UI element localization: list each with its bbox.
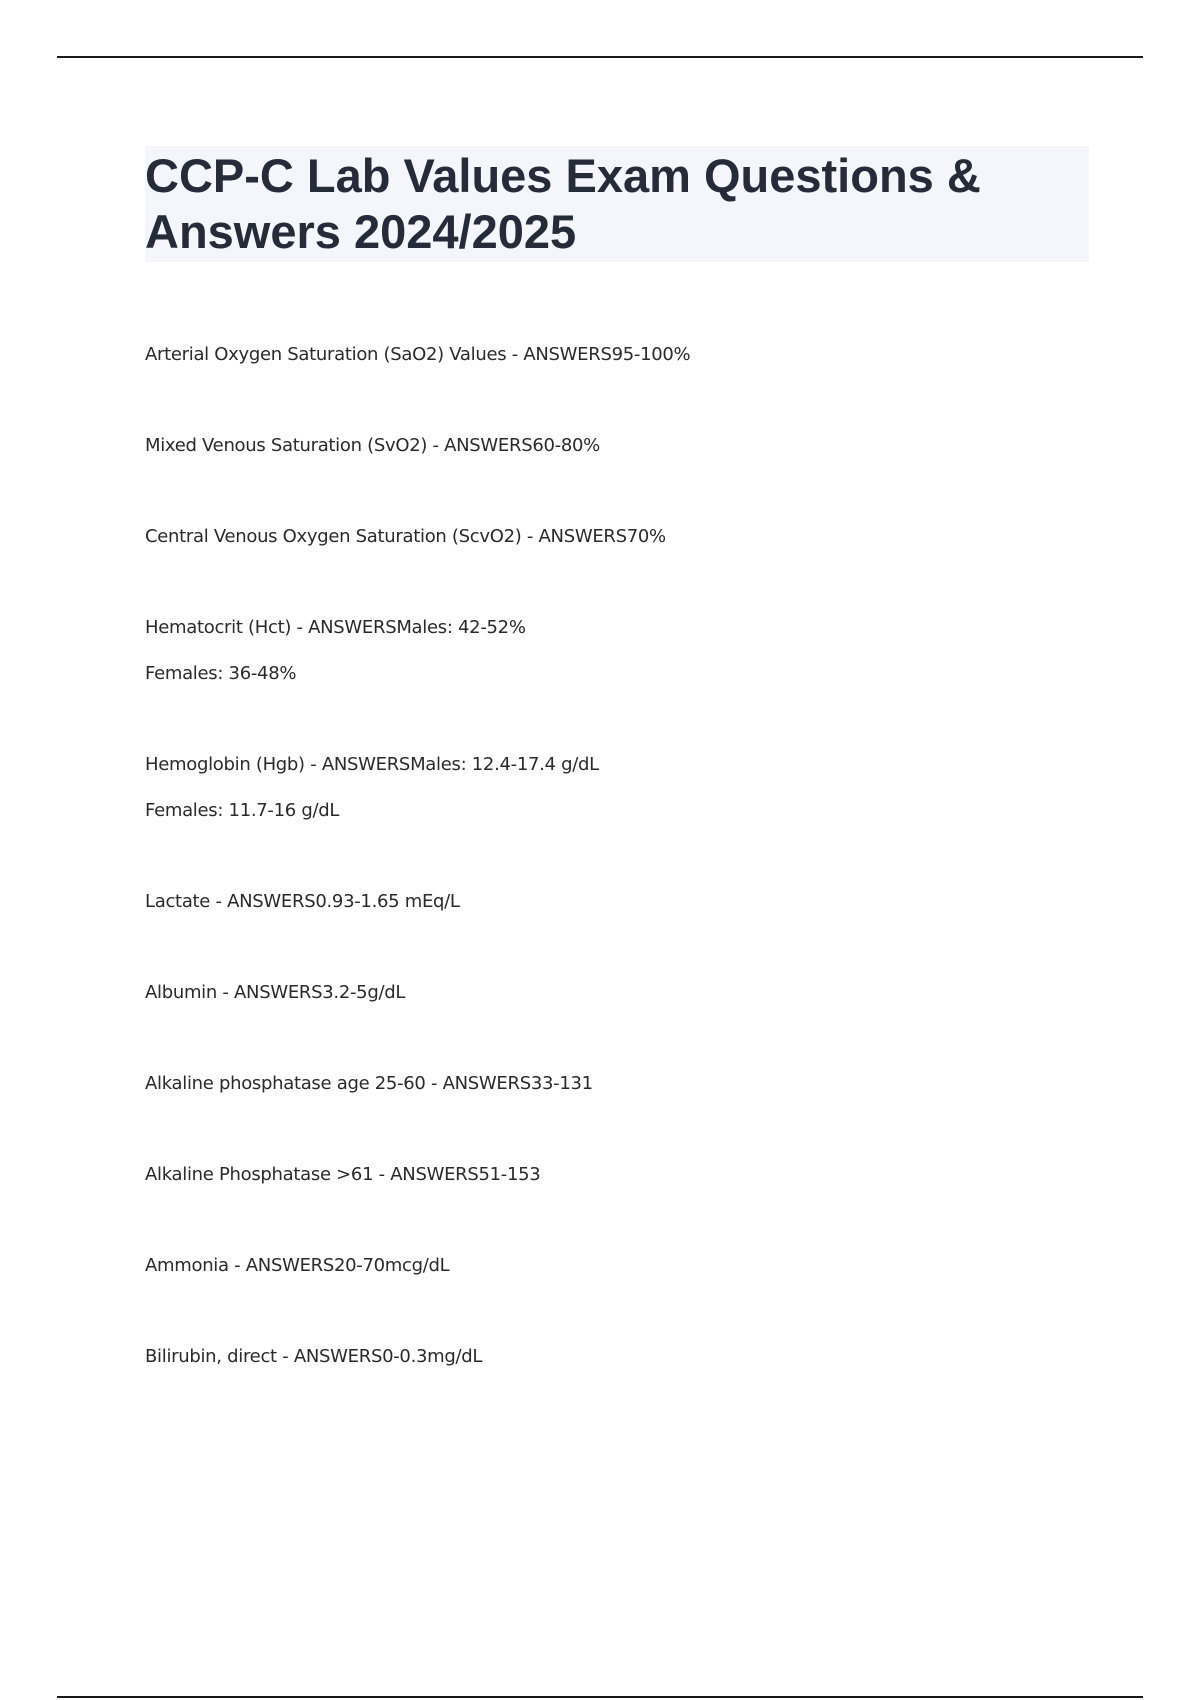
qa-line: [145, 617, 1045, 639]
answer-text: 3.2-5g/dL: [322, 982, 406, 1003]
question-text: Alkaline phosphatase age 25-60: [145, 1073, 426, 1094]
question-text: Arterial Oxygen Saturation (SaO2) Values: [145, 344, 507, 365]
qa-item: [145, 617, 1045, 754]
qa-line: [145, 982, 1045, 1004]
question-text: Central Venous Oxygen Saturation (ScvO2): [145, 526, 522, 547]
separator: -: [373, 1164, 391, 1185]
answer-prefix: ANSWERS: [227, 891, 316, 912]
footer-rule: [57, 1696, 1143, 1698]
separator: -: [304, 754, 322, 775]
document-title: CCP-C Lab Values Exam Questions & Answers 2024/2025: [145, 149, 981, 258]
answer-text: 70%: [626, 526, 666, 547]
question-text: Hematocrit (Hct): [145, 617, 292, 638]
answer-text: 20-70mcg/dL: [334, 1255, 450, 1276]
answer-prefix: ANSWERS: [308, 617, 397, 638]
answer-extra-line: Females: 36-48%: [145, 663, 297, 684]
answer-text: 0-0.3mg/dL: [382, 1346, 483, 1367]
qa-item: [145, 1073, 1045, 1164]
qa-item: [145, 526, 1045, 617]
question-text: Bilirubin, direct: [145, 1346, 277, 1367]
question-text: Mixed Venous Saturation (SvO2): [145, 435, 428, 456]
qa-item: [145, 1255, 1045, 1346]
qa-item: [145, 891, 1045, 982]
answer-text: 0.93-1.65 mEq/L: [315, 891, 460, 912]
question-text: Lactate: [145, 891, 211, 912]
answer-text: 33-131: [530, 1073, 593, 1094]
question-text: Albumin: [145, 982, 217, 1003]
separator: -: [506, 344, 524, 365]
qa-item: [145, 435, 1045, 526]
answer-prefix: ANSWERS: [293, 1346, 383, 1367]
answer-prefix: ANSWERS: [538, 526, 627, 547]
qa-line: [145, 1164, 1045, 1186]
answer-prefix: ANSWERS: [523, 344, 612, 365]
qa-item: [145, 982, 1045, 1073]
qa-line: [145, 754, 1045, 776]
answer-prefix: ANSWERS: [442, 1073, 531, 1094]
qa-line: [145, 891, 1045, 913]
qa-item: [145, 1346, 1045, 1437]
qa-line: [145, 344, 1045, 366]
question-text: Hemoglobin (Hgb): [145, 754, 305, 775]
answer-text: Males: 42-52%: [396, 617, 526, 638]
answer-prefix: ANSWERS: [321, 754, 411, 775]
header-rule: [57, 56, 1143, 58]
answer-prefix: ANSWERS: [444, 435, 533, 456]
qa-line: [145, 435, 1045, 457]
answer-extra-line: Females: 11.7-16 g/dL: [145, 800, 340, 821]
qa-item: [145, 754, 1045, 891]
answer-prefix: ANSWERS: [234, 982, 323, 1003]
separator: -: [228, 1255, 246, 1276]
qa-line: [145, 526, 1045, 548]
separator: -: [425, 1073, 443, 1094]
qa-line: [145, 1346, 1045, 1368]
question-text: Ammonia: [145, 1255, 229, 1276]
separator: -: [276, 1346, 294, 1367]
separator: -: [210, 891, 228, 912]
separator: -: [521, 526, 539, 547]
answer-prefix: ANSWERS: [245, 1255, 334, 1276]
qa-item: [145, 344, 1045, 435]
title-block: [145, 146, 1089, 262]
answer-text: Males: 12.4-17.4 g/dL: [410, 754, 599, 775]
separator: -: [217, 982, 235, 1003]
qa-list: [145, 344, 1045, 1437]
answer-text: 51-153: [478, 1164, 541, 1185]
answer-text: 60-80%: [532, 435, 600, 456]
answer-prefix: ANSWERS: [390, 1164, 479, 1185]
answer-text: 95-100%: [611, 344, 691, 365]
qa-line: [145, 1073, 1045, 1095]
qa-line: [145, 1255, 1045, 1277]
question-text: Alkaline Phosphatase >61: [145, 1164, 374, 1185]
qa-item: [145, 1164, 1045, 1255]
separator: -: [427, 435, 445, 456]
separator: -: [291, 617, 309, 638]
